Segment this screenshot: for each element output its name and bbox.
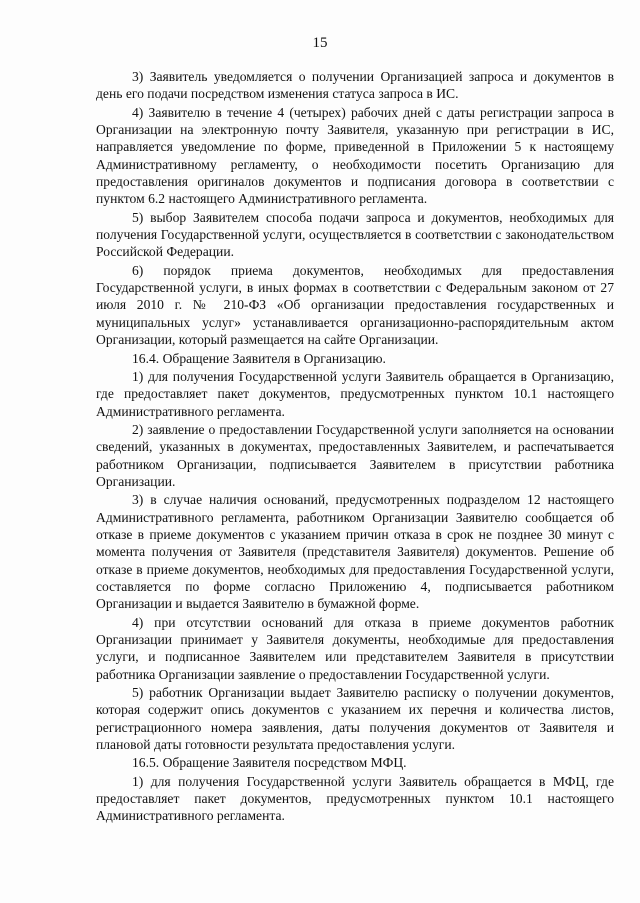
paragraph-4-email-notification: 4) Заявителю в течение 4 (четырех) рабочих дней с даты регистрации запроса в Организации на электронную почту Заявителя, указанную при регистрации в ИС, направляется уведомление по форме, приведенной в Приложении 5 к настоящему Административному регламенту, о необходимости посетить Организацию для предоставления оригиналов документов и подписания договора в соответствии с пунктом 6.2 настоящего Административного регламента. [96, 104, 614, 207]
page-number: 15 [312, 35, 328, 51]
section-heading-16-5: 16.5. Обращение Заявителя посредством МФЦ. [132, 755, 407, 771]
paragraph-1-mfc-visit: 1) для получения Государственной услуги Заявитель обращается в МФЦ, где предоставляет пакет документов, предусмотренных пунктом 10.1 настоящего Административного регламента. [96, 773, 614, 824]
paragraph-1-organization-visit: 1) для получения Государственной услуги Заявитель обращается в Организацию, где предоставляет пакет документов, предусмотренных пунктом 10.1 настоящего Административного регламента. [96, 368, 614, 419]
paragraph-5-receipt: 5) работник Организации выдает Заявителю расписку о получении документов, которая содержит опись документов с указанием их перечня и количества листов, регистрационного номера заявления, даты получения документов от Заявителя и плановой даты готовности результата предоставления услуги. [96, 685, 614, 753]
paragraph-2-application-form: 2) заявление о предоставлении Государственной услуги заполняется на основании сведений, указанных в документах, предоставленных Заявителем, и распечатывается работником Организации, подписывается Заявителем в присутствии работника Организации. [96, 421, 614, 489]
paragraph-6-reception-procedure: 6) порядок приема документов, необходимых для предоставления Государственной услуги, в иных формах в соответствии с Федеральным законом от 27 июля 2010 г. № 210-ФЗ «Об организации предоставления государственных и муниципальных услуг» устанавливается организационно-распорядительным актом Организации, который размещается на сайте Организации. [96, 262, 614, 348]
section-heading-16-4: 16.4. Обращение Заявителя в Организацию. [132, 350, 386, 366]
paragraph-3-refusal: 3) в случае наличия оснований, предусмотренных подразделом 12 настоящего Административного регламента, работником Организации Заявителю сообщается об отказе в приеме документов с указанием причин отказа в срок не позднее 30 минут с момента получения от Заявителя (представителя Заявителя) документов. Решение об отказе в приеме документов, необходимых для предоставления Государственной услуги, составляется по форме согласно Приложению 4, подписывается работником Организации и выдается Заявителю в бумажной форме. [96, 492, 614, 612]
paragraph-4-acceptance: 4) при отсутствии оснований для отказа в приеме документов работник Организации принимает у Заявителя документы, необходимые для предоставления услуги, и подписанное Заявителем или представителем Заявителя в присутствии работника Организации заявление о предоставлении Государственной услуги. [96, 614, 614, 682]
paragraph-3-notification-status: 3) Заявитель уведомляется о получении Организацией запроса и документов в день его подачи посредством изменения статуса запроса в ИС. [96, 69, 614, 102]
document-body [96, 68, 614, 825]
paragraph-5-submission-method: 5) выбор Заявителем способа подачи запроса и документов, необходимых для получения Государственной услуги, осуществляется в соответствии с законодательством Российской Федерации. [96, 209, 614, 260]
